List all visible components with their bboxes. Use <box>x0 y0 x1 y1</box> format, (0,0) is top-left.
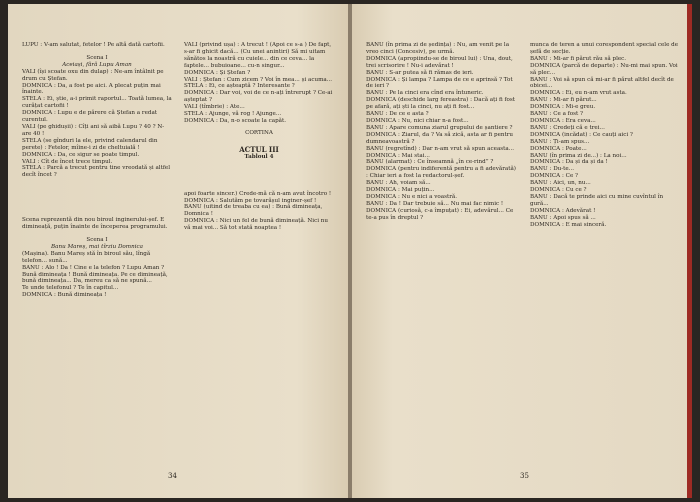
line: DOMNICA : Ei, eu n-am vrut asta. <box>530 90 627 97</box>
scene-heading: Scena I <box>86 54 108 61</box>
stage-direction: Scena reprezentă din nou biroul inginerului-șef. E dimineață, puțin înainte de începerea programului. <box>22 217 168 231</box>
tableau-title: Tabloul 4 <box>244 153 274 160</box>
line: BANU (regretînd) : Dar n-am vrut să spun aceasta... <box>366 145 515 152</box>
line: Te unde telefonul ? Te în capitul... <box>22 285 119 292</box>
line: STELA (se gînduri la ele, privind calendarul din perete) : Fetelor, mîine-i zi de cheltuială ! <box>22 137 158 151</box>
line: DOMNICA : Dar voi, voi de ce n-ați întrerupt ? Ce-ai așteptat ? <box>184 90 333 104</box>
line: BANU : Dacă te prinde aici cu mine cuvîntul în gură... <box>530 193 664 207</box>
left-page <box>8 4 348 498</box>
line: BANU : Ah, voiam să... <box>366 180 431 187</box>
line: DOMNICA : Mai puțin... <box>366 187 435 194</box>
line: BANU (în prima zi de ședința) : Nu, am venit pe la vreo cinci (Concesiv), pe urmă. <box>366 42 510 55</box>
curtain-label: CORTINA <box>245 129 273 136</box>
line: DOMNICA : Da și da și da ! <box>530 159 608 166</box>
line: DOMNICA : Da, n-o scoate la capăt. <box>184 117 287 124</box>
line: DOMNICA (apropiindu-se de biroul lui) : Una, dout, trei scrisorire ! Nu-i adevărat ! <box>366 55 513 69</box>
page-number: 34 <box>168 472 177 480</box>
line: DOMNICA : Și lampa ? Lampa de ce e aprinsă ? Tot de ieri ? <box>366 76 513 90</box>
line: DOMNICA : Salutăm pe tovarășul inginer-șef ! <box>184 197 317 204</box>
line: DOMNICA (pentru indiferentă pentru a fi adevărată) : Chiar ieri a fost la redactorul-șef. <box>366 166 516 180</box>
left-column-1 <box>22 42 172 299</box>
line: BANU : Ți-am spus... <box>530 138 590 145</box>
scene-heading: Scena I <box>86 237 108 244</box>
line: DOMNICA : Da, ce sigur se poate timpul. <box>22 151 140 158</box>
line: VALI (privind ușa) : A trecut ! (Apoi ce s-a ) De fapt, s-ar fi ghicit dacă... (Cu unei anintiri) Să mi uitam sănătos la noastră cu cuiele... din ce ceva... la faptele... bubuioane... cu-n singur... <box>184 42 332 69</box>
line: BANU (uitind de treaba cu ea) : Bună dimineața, Domnica ! <box>184 204 323 218</box>
line: DOMNICA : Ziarul, da ? Va să zică, asta ar fi pentru dumneavoastră ? <box>366 131 514 145</box>
line: DOMNICA : Lupu e de părere că Ștefan a redat curentul. <box>22 110 158 124</box>
line: STELA : Ei, ce așteaptă ? Interesante ? <box>184 83 295 90</box>
line: DOMNICA : Era ceva... <box>530 117 596 124</box>
act-title: ACTUL III <box>239 144 279 154</box>
scene-cast: Aceiași, fără Lupu Aman <box>62 61 132 68</box>
open-book <box>8 4 692 498</box>
line: DOMNICA (incădat) : Ce cauți aici ? <box>530 131 633 138</box>
line: (Mașina). Banu Mareș stă în biroul său, lîngă telefon... sună... <box>22 250 151 264</box>
line: DOMNICA : Bună dimineața ! <box>22 292 107 299</box>
line: DOMNICA : Adevărat ! <box>530 207 596 214</box>
line: BANU : Apoi spus să ... <box>530 214 596 221</box>
line: DOMNICA : Da, a fost pe aici. A plecat puțin mai înainte. <box>22 82 161 96</box>
line: DOMNICA : Nu, nici chiar n-a fost... <box>366 117 469 124</box>
line: DOMNICA (deschide larg fereastra) : Dacă ați fi fost pe afară, ați ști la cinci, nu ați fi fost... <box>366 97 516 111</box>
line: VALI (tîmbrie) : Ate... <box>184 104 245 111</box>
line: BANU : Alo ! Da ! Cine e la telefon ? Lupu Aman ? Bună dimineața ! Bună dimineața. Pe ce dimineață, bună dimineața... Da, mereu ca să ne spună... <box>22 264 168 285</box>
line: BANU : Aici, un, nu... <box>530 180 591 187</box>
line: DOMNICA : Mi-e greu. <box>530 104 596 111</box>
line: BANU : Mi-ar fi părut rău să plec. <box>530 55 627 62</box>
line: DOMNICA : Și Ștefan ? <box>184 69 251 76</box>
line: munca de teren a unui corespondent special cele de șefă de secție. <box>530 42 679 55</box>
right-column-2 <box>530 42 680 228</box>
right-column-1 <box>366 42 516 222</box>
right-page <box>352 4 692 498</box>
line: BANU : Ce a fost ? <box>530 111 584 118</box>
line: LUPU : V-am salutat, fetelor ! Pe altă dată cartofii. <box>22 42 165 48</box>
line: apoi foarte sincer.) Crede-mă că n-am avut încotro ! <box>184 190 332 197</box>
line: DOMNICA : Cu ce ? <box>530 187 587 194</box>
line: VALI : Cît de încet trece timpul. <box>22 158 113 165</box>
line: BANU : Mi-ar fi părut... <box>530 97 597 104</box>
scene-cast: Banu Mareș, mai tîrziu Domnica <box>51 243 143 250</box>
binding-edge <box>687 4 692 498</box>
left-column-2 <box>184 42 334 232</box>
line: BANU : Du-te... <box>530 166 575 173</box>
line: STELA : Ei, știe, a-i primit raportul... Toată lumea, la curățat cartofii ! <box>22 96 172 110</box>
line: DOMNICA (curiosă, c-a împuțat) : Ei, adevărul... Ce te-a pus în dreptul ? <box>366 207 514 221</box>
line: VALI : Ștefan : Cum zicem ? Voi în mea... și acuma... <box>184 76 333 83</box>
line: DOMNICA : Nu e nici a voastră. <box>366 193 457 200</box>
line: BANU : Pe la cinci era cînd era întuneric. <box>366 90 484 97</box>
line: BANU : Apare comuna ziarul grupului de șantiere ? <box>366 124 513 131</box>
line: STELA : Parcă a trecut pentru tine vreodată și altfel decît încet ? <box>22 165 171 179</box>
line: DOMNICA : Ce ? <box>530 173 579 180</box>
line: DOMNICA : Mai stai... <box>366 152 430 159</box>
line: BANU : S-ar putea să fi rămas de ieri. <box>366 69 474 76</box>
line: DOMNICA (parcă de departe) : Nu-mi mai spun. Voi să plec... <box>530 62 678 76</box>
line: BANU : De ce e asta ? <box>366 111 429 118</box>
line: BANU : Credeți că e trei... <box>530 124 605 131</box>
line: BANU (în prima zi de...) : La noi... <box>530 152 627 159</box>
page-number: 35 <box>520 472 529 480</box>
line: STELA : Ajunge, vă rog ! Ajunge... <box>184 111 282 118</box>
line: BANU (alarmat) : Ce înseamnă „în ce-rind” ? <box>366 159 494 166</box>
line: BANU : Voi să spun că mi-ar fi părut altfel decît de obicei... <box>530 76 674 90</box>
line: DOMNICA : E mai sinceră. <box>530 221 607 228</box>
line: BANU : Da ! Dar trebuie să... Nu mai fac nimic ! <box>366 200 504 207</box>
line: DOMNICA : Nici un fel de bună dimineață. Nici nu vă mai voi... Să tot stată noaptea ! <box>184 218 328 232</box>
line: VALI (își scoate oxu din dulap) : Ne-am întâlnit pe drum cu Ștefan. <box>22 68 164 82</box>
line: DOMNICA : Poate... <box>530 145 587 152</box>
line: VALI (pe ghidușii) : Cîți ani să aibă Lupu ? 40 ? N-are 40 ! <box>22 123 165 137</box>
